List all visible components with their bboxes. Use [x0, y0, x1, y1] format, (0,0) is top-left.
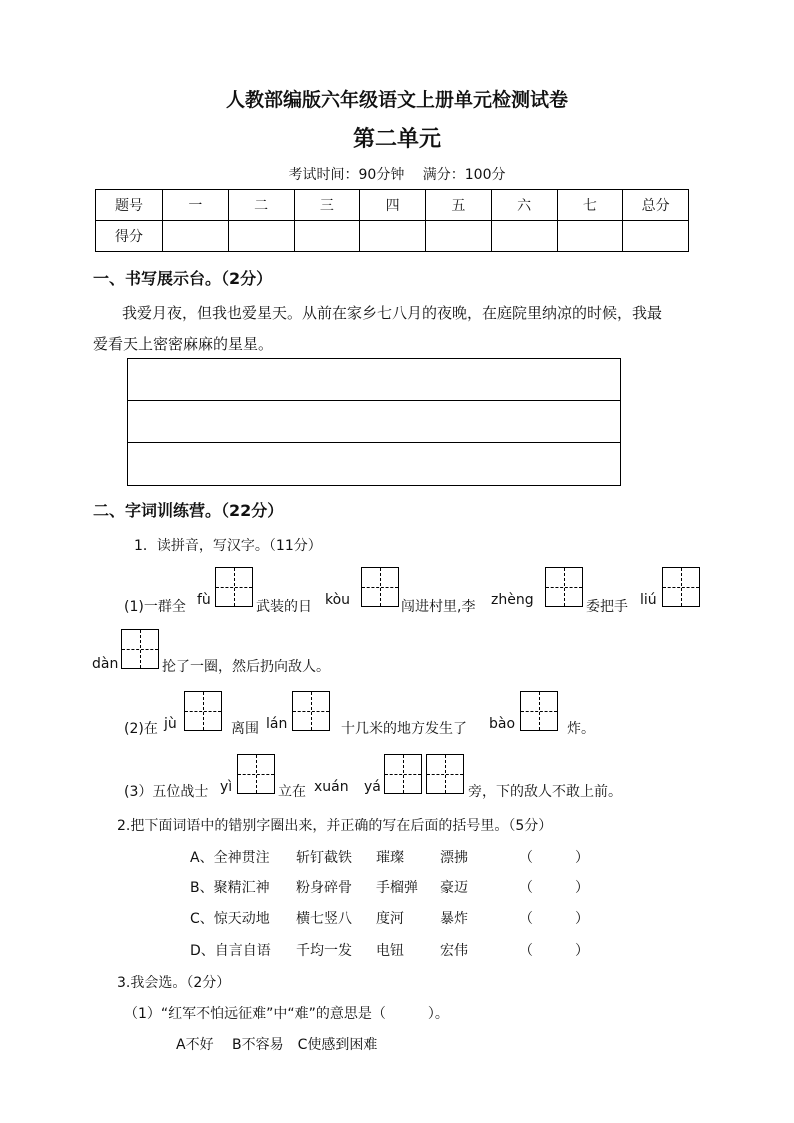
pinyin: liú: [640, 592, 657, 608]
pinyin: dàn: [92, 656, 119, 672]
pinyin: bào: [489, 716, 516, 732]
score-cell: 五: [426, 190, 492, 221]
score-cell: 四: [360, 190, 426, 221]
q2-option: B、聚精汇神: [190, 880, 270, 896]
q2-word: 电钮: [376, 943, 404, 959]
q3-item1: （1）“红军不怕远征难”中“难”的意思是（ ）。: [124, 1006, 449, 1022]
score-cell: 三: [294, 190, 360, 221]
tianzige-box[interactable]: [520, 691, 558, 731]
q1-s1-text: 抡了一圈，然后扔向敌人。: [162, 659, 330, 675]
score-cell: 一: [163, 190, 229, 221]
q2-option: A、全神贯注: [190, 850, 270, 866]
score-cell: 六: [491, 190, 557, 221]
score-input-cell[interactable]: [228, 221, 294, 252]
pinyin: lán: [266, 716, 288, 732]
q2-word: 度河: [376, 911, 404, 927]
score-cell: 二: [228, 190, 294, 221]
q2-option: D、自言自语: [190, 943, 271, 959]
q1-s3-text: 立在: [278, 784, 306, 800]
score-input-cell[interactable]: [557, 221, 623, 252]
writing-box[interactable]: [127, 358, 621, 486]
section1-text-line2: 爱看天上密密麻麻的星星。: [93, 335, 274, 353]
score-input-cell[interactable]: [294, 221, 360, 252]
tianzige-box[interactable]: [121, 629, 159, 669]
score-table: [95, 189, 689, 252]
q2-answer-paren[interactable]: （ ）: [519, 911, 589, 927]
q1-s2-text: 炸。: [567, 721, 595, 737]
pinyin: zhèng: [491, 592, 534, 608]
q1-s1-text: 委把手: [586, 599, 628, 615]
q2-word: 璀璨: [376, 850, 404, 866]
score-input-cell[interactable]: [426, 221, 492, 252]
writing-line[interactable]: [128, 359, 620, 401]
q2-title: 2.把下面词语中的错别字圈出来，并正确的写在后面的括号里。（5分）: [117, 818, 553, 834]
score-cell: 题号: [96, 190, 163, 221]
section1-text-line1: 我爱月夜，但我也爱星天。从前在家乡七八月的夜晚，在庭院里纳凉的时候，我最: [122, 304, 663, 322]
tianzige-box[interactable]: [361, 567, 399, 607]
pinyin: yì: [220, 779, 233, 795]
section1-heading: 一、书写展示台。（2分）: [93, 269, 273, 288]
q2-word: 千均一发: [296, 943, 352, 959]
q1-s1-text: (1)一群全: [124, 599, 186, 615]
q2-answer-paren[interactable]: （ ）: [519, 850, 589, 866]
q1-s2-text: 十几米的地方发生了: [341, 721, 467, 737]
q3-choices: A不好 B不容易 C使感到困难: [176, 1037, 378, 1053]
tianzige-box[interactable]: [384, 754, 422, 794]
pinyin: xuán: [314, 779, 349, 795]
writing-line[interactable]: [128, 401, 620, 443]
exam-title: 人教部编版六年级语文上册单元检测试卷: [225, 89, 568, 111]
score-input-cell[interactable]: [491, 221, 557, 252]
tianzige-box[interactable]: [215, 567, 253, 607]
q2-word: 宏伟: [440, 943, 468, 959]
exam-meta: 考试时间：90分钟 满分：100分: [288, 167, 506, 183]
q2-word: 手榴弹: [376, 880, 418, 896]
q2-word: 粉身碎骨: [296, 880, 352, 896]
q1-s2-text: (2)在: [124, 721, 158, 737]
pinyin: yá: [364, 779, 381, 795]
q1-s1-text: 武装的日: [256, 599, 312, 615]
score-input-cell[interactable]: [360, 221, 426, 252]
section2-heading: 二、字词训练营。（22分）: [93, 501, 284, 520]
q2-word: 暴炸: [440, 911, 468, 927]
q2-answer-paren[interactable]: （ ）: [519, 880, 589, 896]
score-value-row: [96, 221, 689, 252]
q2-word: 漂拂: [440, 850, 468, 866]
pinyin: jù: [164, 716, 177, 732]
unit-title: 第二单元: [352, 127, 441, 152]
pinyin: kòu: [325, 592, 351, 608]
score-header-row: [96, 190, 689, 221]
tianzige-box[interactable]: [662, 567, 700, 607]
q3-title: 3.我会选。（2分）: [117, 975, 231, 991]
score-cell: 七: [557, 190, 623, 221]
score-input-cell[interactable]: [163, 221, 229, 252]
tianzige-box[interactable]: [184, 691, 222, 731]
tianzige-box[interactable]: [292, 691, 330, 731]
q1-s3-text: (3）五位战士: [124, 784, 209, 800]
q1-title: 1．读拼音，写汉字。（11分）: [134, 538, 322, 554]
q2-word: 豪迈: [440, 880, 468, 896]
q1-s3-text: 旁，下的敌人不敢上前。: [468, 784, 622, 800]
q2-word: 斩钉截铁: [296, 850, 352, 866]
q2-answer-paren[interactable]: （ ）: [519, 943, 589, 959]
tianzige-box[interactable]: [237, 754, 275, 794]
writing-line[interactable]: [128, 443, 620, 484]
tianzige-box[interactable]: [545, 567, 583, 607]
score-input-cell[interactable]: [623, 221, 689, 252]
score-cell: 总分: [623, 190, 689, 221]
q1-s1-text: 闯进村里,李: [401, 599, 476, 615]
score-label: 得分: [96, 221, 163, 252]
q2-word: 横七竖八: [296, 911, 352, 927]
tianzige-box[interactable]: [426, 754, 464, 794]
q2-option: C、惊天动地: [190, 911, 270, 927]
pinyin: fù: [197, 592, 211, 608]
q1-s2-text: 离围: [231, 721, 259, 737]
